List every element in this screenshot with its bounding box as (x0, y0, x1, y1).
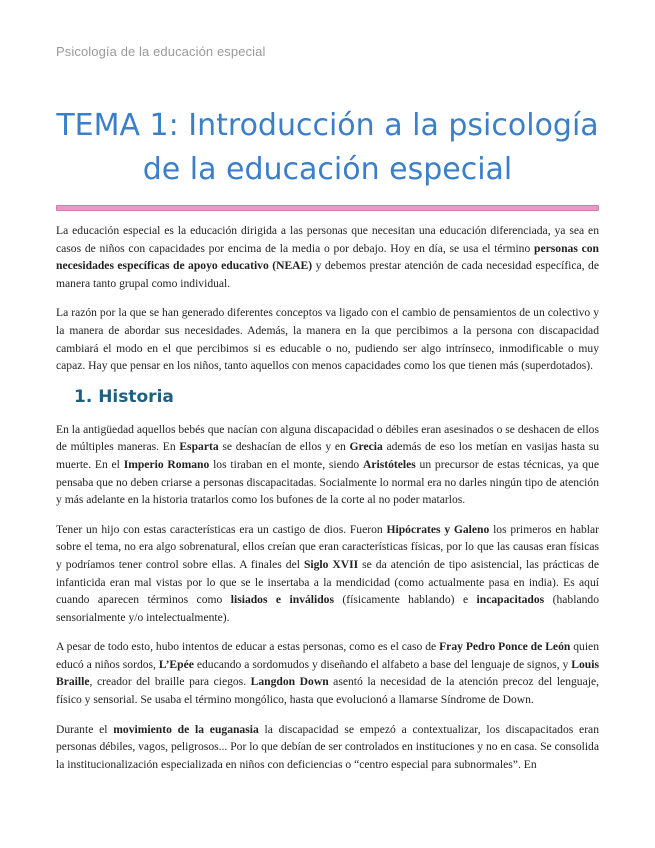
bold-term: personas con necesidades específicas de apoyo educativo (NEAE) (56, 241, 599, 273)
text-run: se deshacían de ellos y en (218, 440, 350, 454)
bold-term: Esparta (179, 440, 219, 454)
text-run: (físicamente hablando) e (333, 593, 477, 607)
text-run: Durante el (56, 722, 114, 736)
bold-term: Louis Braille (56, 657, 599, 689)
text-run: la discapacidad se empezó a contextualizar, los discapacitados eran personas débiles, vagos, peligrosos... Por lo que debían de ser controlados en instituciones y no en casa. Se consolida la institucionalización especializada en niños con deficiencias o “centro especial para subnormales”. En (56, 722, 599, 771)
bold-term: Grecia (349, 440, 383, 454)
paragraph (56, 521, 599, 627)
bold-term: Siglo XVII (303, 557, 359, 571)
text-run: quien educó a niños sordos, (56, 640, 600, 671)
text-run: asentó la necesidad de la atención precoz del lenguaje, físico y sensorial. Se usaba el término mongólico, hasta que evolucionó a llamarse Síndrome de Down. (56, 675, 599, 707)
text-run: y debemos prestar atención de cada necesidad específica, de manera tanto grupal como individual. (56, 259, 599, 290)
bold-term: L’Epée (158, 657, 194, 671)
bold-term: Imperio Romano (123, 457, 210, 471)
bold-term: movimiento de la euganasia (113, 722, 259, 736)
section-heading: 1. Historia (74, 386, 174, 407)
text-run: un precursor de estas técnicas, ya que pensaba que no deben criarse a personas discapacitadas. Socialmente lo normal era no darles ningún tipo de atención y más adelante en la historia tratarlos como los bufones de la corte al no poder matarlos. (56, 457, 600, 507)
bold-term: Fray Pedro Ponce de León (439, 640, 571, 654)
bold-term: lisiados e inválidos (230, 593, 334, 607)
text-run: además de eso los metían en vasijas hasta su muerte. En el (56, 440, 599, 471)
text-run: A pesar de todo esto, hubo intentos de educar a estas personas, como es el caso de (56, 640, 440, 654)
text-run: , creador del braille para ciegos. (89, 675, 251, 689)
paragraph (56, 721, 599, 774)
text-run: Tener un hijo con estas características era un castigo de dios. Fueron (56, 522, 387, 536)
page-title: TEMA 1: Introducción a la psicología de la educación especial (56, 108, 599, 187)
title-divider (56, 205, 599, 211)
paragraph (56, 222, 599, 292)
text-run: En la antigüedad aquellos bebés que nacían con alguna discapacidad o débiles eran asesinados o se deshacen de ellos de múltiples maneras. En (56, 422, 599, 454)
paragraph (56, 421, 599, 509)
paragraph (56, 304, 599, 374)
text-run: educando a sordomudos y diseñando el alfabeto a base del lenguaje de signos, y (193, 657, 572, 671)
text-run: (hablando sensorialmente y/o intelectualmente). (56, 593, 599, 624)
running-header: Psicología de la educación especial (56, 44, 266, 59)
text-run: los primeros en hablar sobre el tema, no era algo sobrenatural, ellos creían que eran características físicas, por lo que las causas eran físicas y podríamos tener control sobre ellas. A finales del (56, 522, 599, 571)
bold-term: Aristóteles (362, 457, 416, 471)
text-run: se da atención de tipo asistencial, las prácticas de infanticida eran mal vistas por lo que se le insertaba a la mendicidad (como actualmente pasa en india). Es aquí cuando aparecen términos como (56, 557, 599, 607)
text-run: La razón por la que se han generado diferentes conceptos va ligado con el cambio de pensamientos de un colectivo y la manera de abordar sus necesidades. Además, la manera en la que percibimos a la persona con discapacidad cambiará el modo en el que percibimos si es educable o no, pudiendo ser algo intrínseco, inmodificable o muy capaz. Hay que pensar en los niños, tanto aquellos con menos capacidades como los que tienen más (superdotados). (56, 306, 599, 373)
document-body (56, 222, 599, 785)
bold-term: Hipócrates y Galeno (386, 522, 490, 536)
text-run: los tiraban en el monte, siendo (209, 457, 363, 471)
text-run: La educación especial es la educación dirigida a las personas que necesitan una educación diferenciada, ya sea en casos de niños con capacidades por encima de la media o por debajo. Hoy en día, se usa el término (56, 224, 599, 255)
bold-term: Langdon Down (250, 675, 329, 689)
paragraph (56, 638, 599, 708)
bold-term: incapacitados (476, 593, 545, 607)
